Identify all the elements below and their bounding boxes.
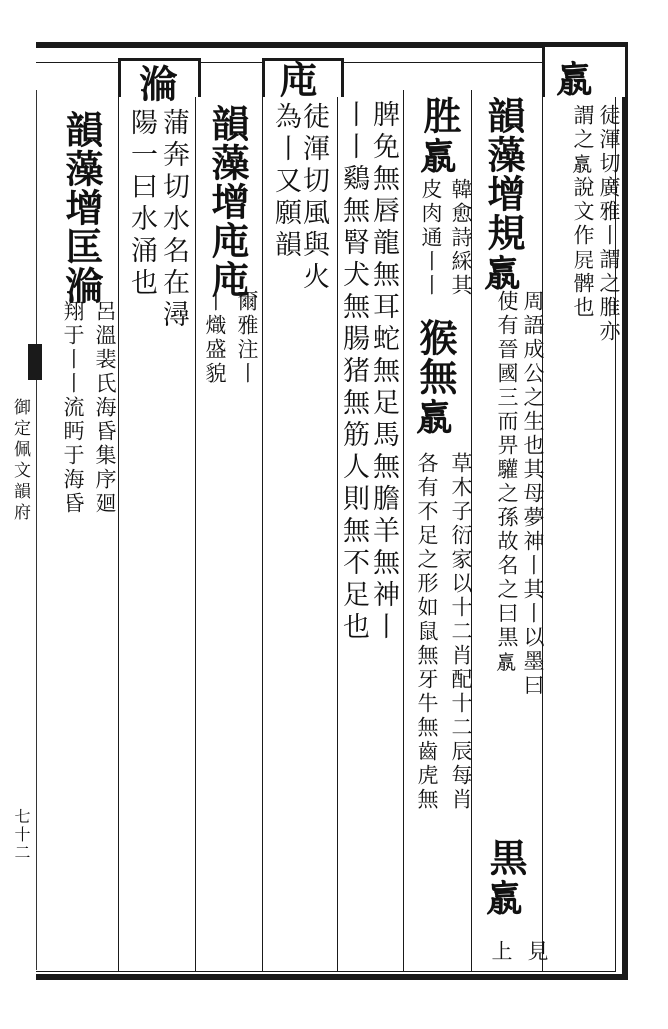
entry-gloss-line: 徒渾切風與火 [298,102,329,294]
entry-gloss-line: 陽一曰水涌也 [126,108,157,300]
entry-gloss-line: 各有不足之形如鼠無牙牛無齒虎無 [415,452,439,812]
entry-gloss-line: 見 [525,940,549,964]
entry-headword: 韻藻增匡溣 [59,110,104,305]
entry-gloss-line: 為丨又願韻 [270,102,301,262]
entry-gloss-line: 使有晉國三而畀驩之孫故名之曰黒𦝠 [495,290,519,674]
column-separator [403,90,404,972]
entry-headword: 胜𦝠 [417,96,462,174]
entry-gloss-line: 爾雅注丨 [235,290,259,386]
fish-tail-mark [28,344,42,380]
entry-gloss-line: 草木子衍家以十二肖配十二辰每肖 [449,452,473,812]
column-separator [262,62,263,972]
entry-headword: 韻藻增庉庉 [205,104,250,299]
entry-gloss-line: 丨熾盛貌 [203,290,227,386]
entry-gloss-line: 皮肉通丨丨 [419,178,443,298]
book-title: 御定佩文韻府 [10,398,30,524]
column-separator [118,62,119,972]
entry-gloss-line: 呂溫裴氏海昏集序廻 [93,300,117,516]
entry-headword: 韻藻增規𦝠 [481,96,526,291]
entry-headword: 𦝠 [553,58,598,97]
entry-gloss-line: 韓愈詩綵其 [449,178,473,298]
entry-headword: 猴無𦝠 [413,318,458,435]
entry-gloss-line: 丨丨鷄無腎犬無腸猪無筋人則無不足也 [338,100,369,644]
entry-gloss-line: 上 [489,940,513,964]
page-number: 七十二 [12,808,31,862]
entry-gloss-line: 翔于丨丨流眄于海昏 [61,300,85,516]
entry-gloss-line: 徒渾切廣雅丨謂之脽亦 [597,104,621,344]
entry-gloss-line: 周語成公之生也其母夢神丨其丨以墨曰 [521,290,545,698]
left-margin-rule [36,90,45,970]
entry-gloss-line: 蒲奔切水名在潯 [158,108,189,332]
entry-gloss-line: 謂之𦝠說文作𡱂髀也 [571,104,595,320]
entry-headword: 溣 [133,64,178,103]
entry-gloss-line: 脾免無唇龍無耳蛇無足馬無膽羊無神丨 [368,100,399,644]
entry-headword: 庉 [273,60,318,99]
entry-headword: 黒𦝠 [483,838,528,916]
column-separator [195,90,196,972]
